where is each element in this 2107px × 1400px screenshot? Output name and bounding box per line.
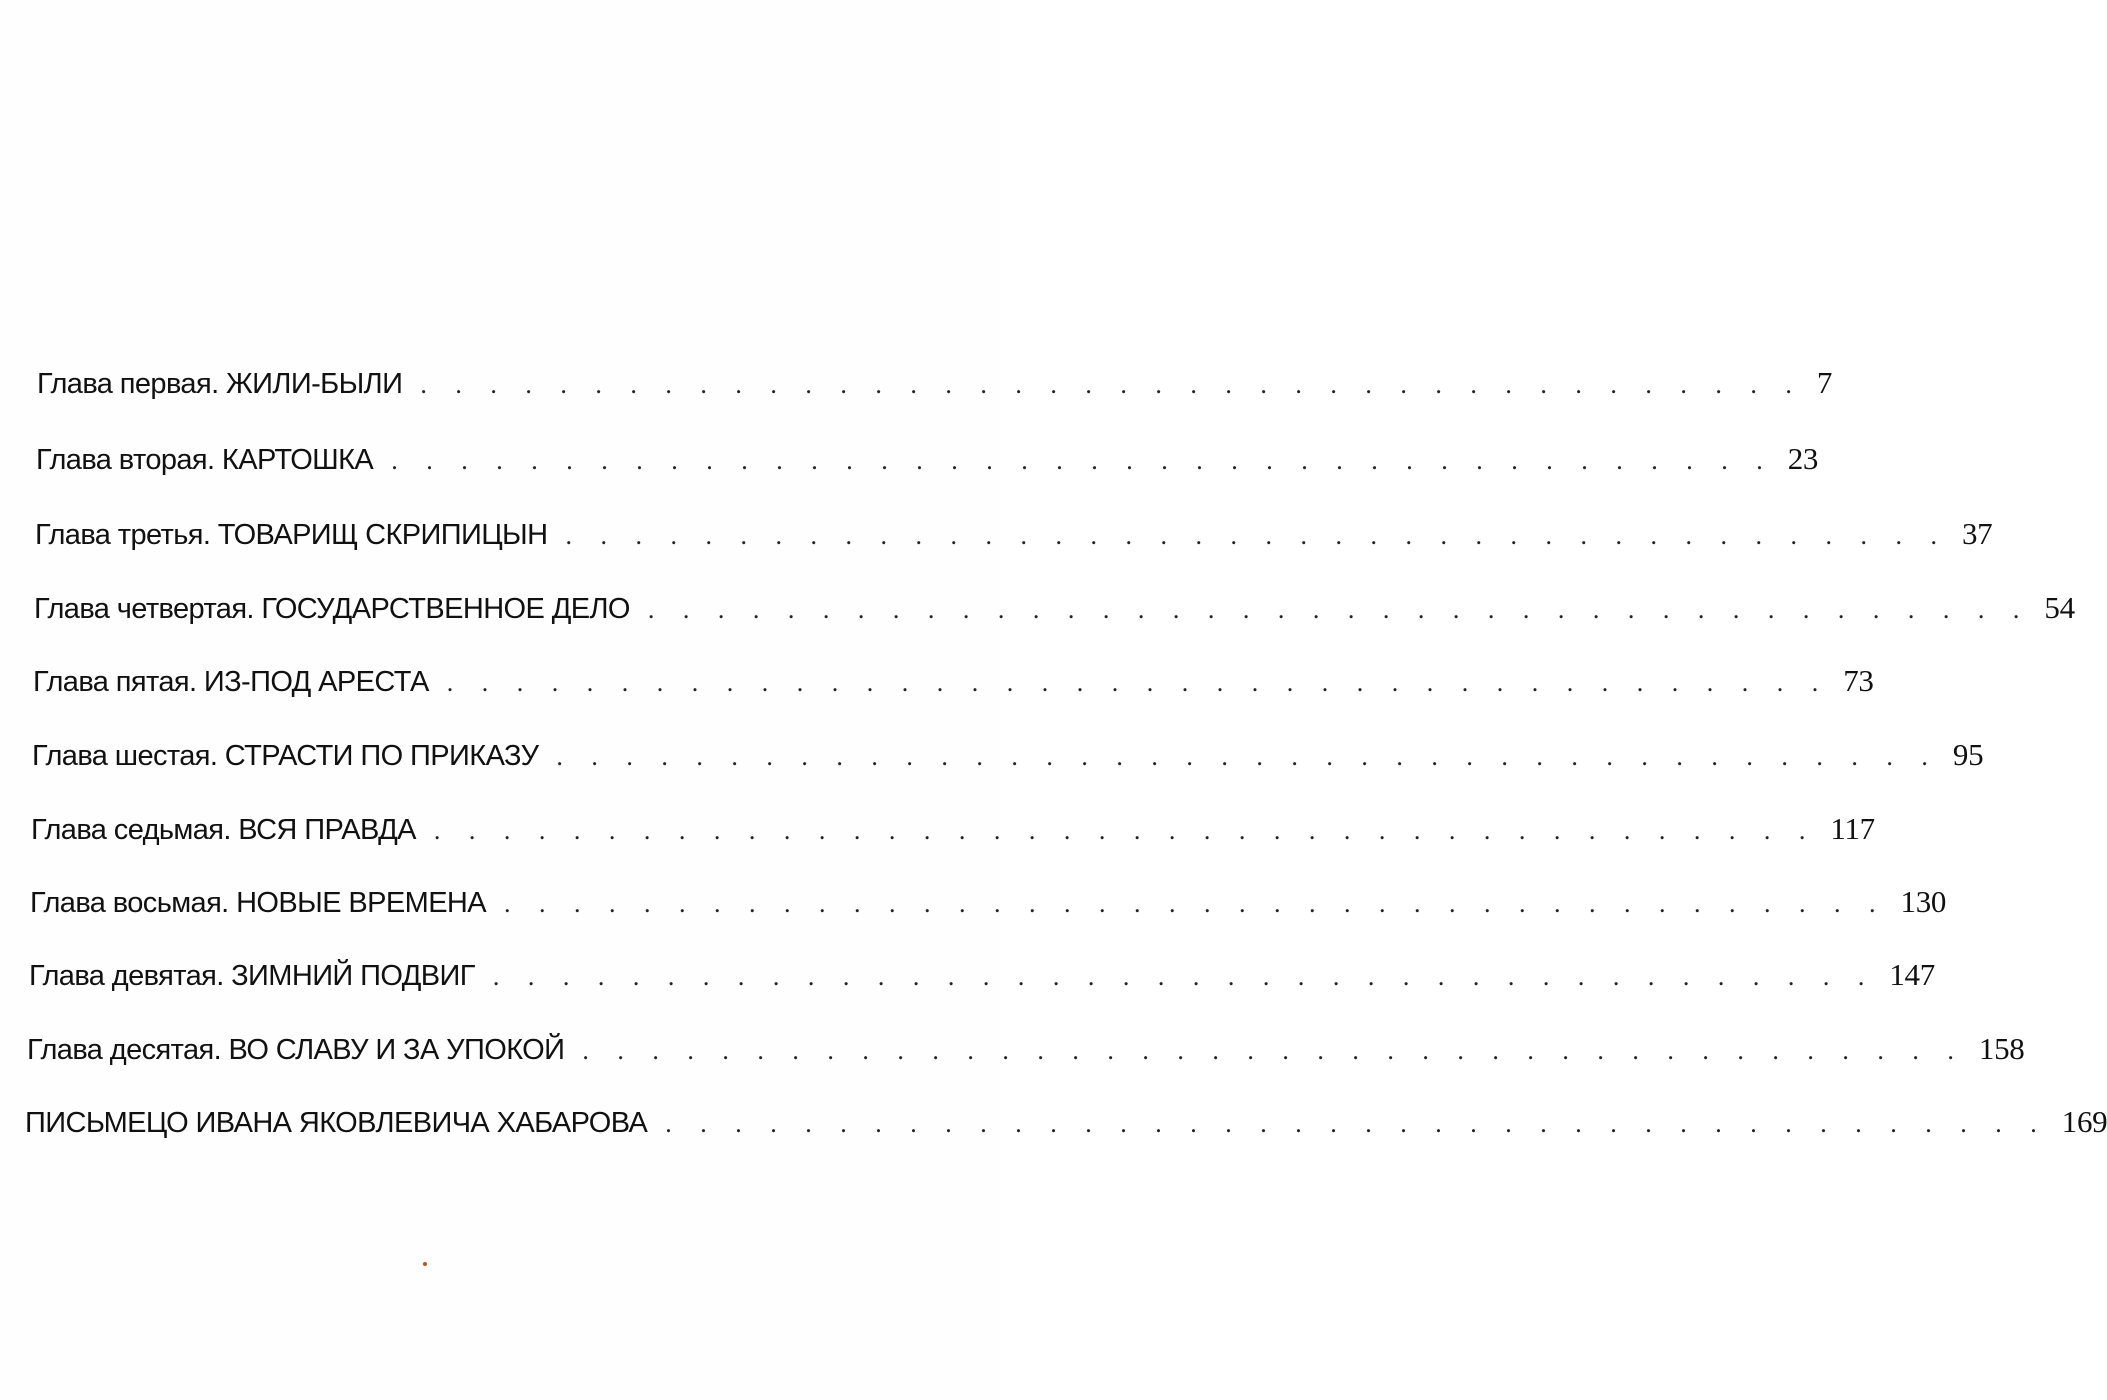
toc-entry-page: 158 (1978, 1031, 2025, 1066)
toc-entry-title: Глава четвертая. ГОСУДАРСТВЕННОЕ ДЕЛО (34, 593, 630, 625)
toc-dot-leader: . . . . . . . . . . . . . . . . . . . . . . . . . . . . . . . . . . . . . . . . (582, 1036, 1965, 1065)
toc-entry-title: ПИСЬМЕЦО ИВАНА ЯКОВЛЕВИЧА ХАБАРОВА (25, 1107, 648, 1139)
toc-entry (25, 1104, 2107, 1140)
toc-entry (29, 957, 1935, 993)
toc-dot-leader: . . . . . . . . . . . . . . . . . . . . . . . . . . . . . . . . . . . . . . . . (556, 742, 1939, 771)
toc-dot-leader: . . . . . . . . . . . . . . . . . . . . . . . . . . . . . . . . . . . . . . . . (433, 816, 1817, 845)
toc-entry-title: Глава восьмая. НОВЫЕ ВРЕМЕНА (30, 887, 487, 919)
toc-entry-title: Глава вторая. КАРТОШКА (36, 444, 374, 476)
toc-entry-page: 7 (1816, 365, 1833, 400)
toc-entry-title: Глава пятая. ИЗ-ПОД АРЕСТА (33, 666, 429, 698)
toc-entry (33, 663, 1874, 699)
toc-entry-title: Глава десятая. ВО СЛАВУ И ЗА УПОКОЙ (27, 1034, 565, 1066)
toc-entry (36, 441, 1819, 477)
toc-entry-title: Глава первая. ЖИЛИ-БЫЛИ (37, 368, 403, 400)
toc-entry-page: 23 (1787, 441, 1819, 476)
toc-entry (32, 737, 1984, 773)
toc-entry-page: 73 (1843, 663, 1874, 698)
toc-entry (37, 365, 1833, 401)
toc-entry (35, 516, 1993, 552)
toc-entry-page: 169 (2061, 1104, 2107, 1139)
toc-entry (30, 884, 1947, 920)
toc-entry-title: Глава третья. ТОВАРИЩ СКРИПИЦЫН (35, 519, 548, 551)
toc-dot-leader: . . . . . . . . . . . . . . . . . . . . . . . . . . . . . . . . . . . . . . . . (647, 595, 2031, 624)
toc-dot-leader: . . . . . . . . . . . . . . . . . . . . . . . . . . . . . . . . . . . . . . . . (492, 962, 1876, 991)
toc-entry-page: 130 (1900, 884, 1947, 919)
toc-entry-page: 37 (1961, 516, 1993, 551)
toc-entry-title: Глава шестая. СТРАСТИ ПО ПРИКАЗУ (32, 740, 539, 772)
toc-entry (27, 1031, 2025, 1067)
toc-dot-leader: . . . . . . . . . . . . . . . . . . . . . . . . . . . . . . . . . . . . . . . . (391, 446, 1774, 475)
toc-entry-title: Глава седьмая. ВСЯ ПРАВДА (31, 814, 416, 846)
toc-entry-page: 147 (1889, 957, 1935, 992)
toc-dot-leader: . . . . . . . . . . . . . . . . . . . . . . . . . . . . . . . . . . . . . . . . (665, 1109, 2048, 1138)
toc-entry-page: 54 (2044, 590, 2075, 625)
toc-dot-leader: . . . . . . . . . . . . . . . . . . . . . . . . . . . . . . . . . . . . . . . . (446, 668, 1830, 697)
toc-entry-title: Глава девятая. ЗИМНИЙ ПОДВИГ (29, 960, 475, 992)
toc-entry (31, 811, 1875, 847)
toc-entry (34, 590, 2075, 626)
toc-dot-leader: . . . . . . . . . . . . . . . . . . . . . . . . . . . . . . . . . . . . . . . . (420, 370, 1803, 399)
toc-entry-page: 95 (1952, 737, 1984, 772)
toc-dot-leader: . . . . . . . . . . . . . . . . . . . . . . . . . . . . . . . . . . . . . . . . (565, 521, 1948, 550)
print-speck (423, 1262, 427, 1266)
toc-entry-page: 117 (1830, 811, 1875, 846)
toc-dot-leader: . . . . . . . . . . . . . . . . . . . . . . . . . . . . . . . . . . . . . . . . (504, 889, 1887, 918)
